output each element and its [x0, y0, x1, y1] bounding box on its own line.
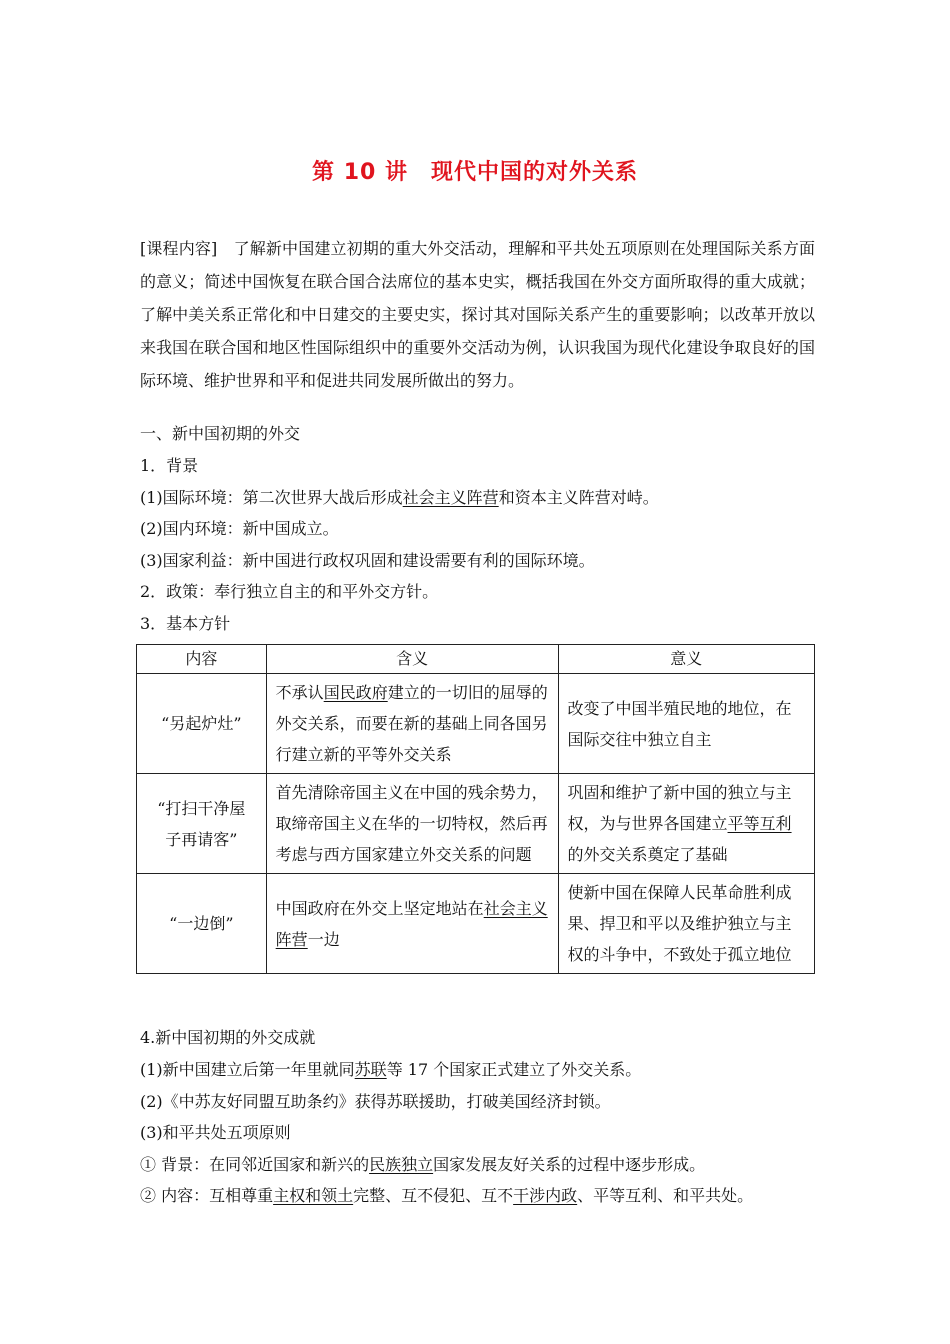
table-cell: “另起炉灶” — [137, 674, 267, 774]
underlined-term: 平等互利 — [727, 814, 792, 833]
text-segment: 一边 — [307, 929, 340, 949]
achievements-heading: 4.新中国初期的外交成就 — [140, 1028, 316, 1047]
text-segment: 建立的一切旧的屈辱的外交关系，而要在新的基础上同各国另行建立新的平等外交关系 — [275, 683, 548, 764]
column-header: 意义 — [558, 645, 814, 674]
table-header-row — [137, 645, 815, 674]
table-cell — [266, 874, 558, 974]
course-content-label: [课程内容] — [140, 239, 218, 258]
underlined-term: 苏联 — [354, 1060, 387, 1079]
underlined-term: 民族独立 — [369, 1155, 434, 1174]
text-segment: 巩固和维护了新中国的独立与主权，为与世界各国建立 — [567, 783, 792, 833]
achievement-item-2: (2)《中苏友好同盟互助条约》获得苏联援助，打破美国经济封锁。 — [140, 1092, 611, 1111]
text-segment: 中国政府在外交上坚定地站在 — [275, 898, 484, 918]
background-item-1 — [140, 486, 659, 510]
table-cell — [558, 774, 814, 874]
section-heading: 一、新中国初期的外交 — [140, 424, 301, 443]
text-segment: (1)新中国建立后第一年里就同 — [140, 1060, 355, 1079]
table-cell: 使新中国在保障人民革命胜利成果、捍卫和平以及维护独立与主权的斗争中，不致处于孤立地位 — [558, 874, 814, 974]
text-segment: 完整、互不侵犯、互不 — [353, 1186, 514, 1205]
course-content — [140, 232, 815, 397]
text-segment: ② 内容：互相尊重 — [140, 1186, 274, 1205]
underlined-term: 社会主义阵营 — [275, 898, 548, 949]
background-item-2: (2)国内环境：新中国成立。 — [140, 519, 339, 538]
table-row — [137, 874, 815, 974]
table-cell: “打扫干净屋子再请客” — [137, 774, 267, 874]
text-segment: ① 背景：在同邻近国家和新兴的 — [140, 1155, 370, 1174]
background-heading: 1．背景 — [140, 456, 199, 475]
text-segment: 、平等互利、和平共处。 — [577, 1186, 754, 1205]
column-header: 含义 — [266, 645, 558, 674]
achievement-item-1 — [140, 1058, 641, 1082]
page-title: 第 10 讲 现代中国的对外关系 — [312, 160, 638, 185]
course-content-text: 了解新中国建立初期的重大外交活动，理解和平共处五项原则在处理国际关系方面的意义；简述中国恢复在联合国合法席位的基本史实，概括我国在外交方面所取得的重大成就；了解中美关系正常化和中日建交的主要史实，探讨其对国际关系产生的重要影响；以改革开放以来我国在联合国和地区性国际组织中的重要外交活动为例，认识我国为现代化建设争取良好的国际环境、维护世界和平和促进共同发展所做出的努力。 — [140, 239, 815, 390]
achievement-item-3: (3)和平共处五项原则 — [140, 1123, 291, 1142]
text-segment: 的外交关系奠定了基础 — [567, 845, 728, 864]
guideline-table — [136, 644, 815, 974]
table-cell — [266, 674, 558, 774]
policy-line: 2．政策：奉行独立自主的和平外交方针。 — [140, 582, 439, 601]
table-cell: “一边倒” — [137, 874, 267, 974]
text-segment: 国家发展友好关系的过程中逐步形成。 — [433, 1155, 706, 1174]
text-segment: 和资本主义阵营对峙。 — [498, 488, 659, 507]
table-cell: 改变了中国半殖民地的地位，在国际交往中独立自主 — [558, 674, 814, 774]
text-segment: (1)国际环境：第二次世界大战后形成 — [140, 488, 403, 507]
underlined-term: 社会主义阵营 — [402, 488, 499, 507]
underlined-term: 国民政府 — [323, 683, 388, 702]
table-row — [137, 774, 815, 874]
table-row — [137, 674, 815, 774]
principle-content — [140, 1184, 753, 1208]
underlined-term: 主权和领土 — [273, 1186, 354, 1205]
table-cell: 首先清除帝国主义在中国的残余势力，取缔帝国主义在华的一切特权，然后再考虑与西方国家建立外交关系的问题 — [266, 774, 558, 874]
text-segment: 等 17 个国家正式建立了外交关系。 — [386, 1060, 642, 1079]
principle-background — [140, 1153, 705, 1177]
guideline-heading: 3．基本方针 — [140, 614, 231, 633]
underlined-term: 干涉内政 — [513, 1186, 578, 1205]
text-segment: 不承认 — [275, 683, 324, 702]
background-item-3: (3)国家利益：新中国进行政权巩固和建设需要有利的国际环境。 — [140, 551, 595, 570]
column-header: 内容 — [137, 645, 267, 674]
